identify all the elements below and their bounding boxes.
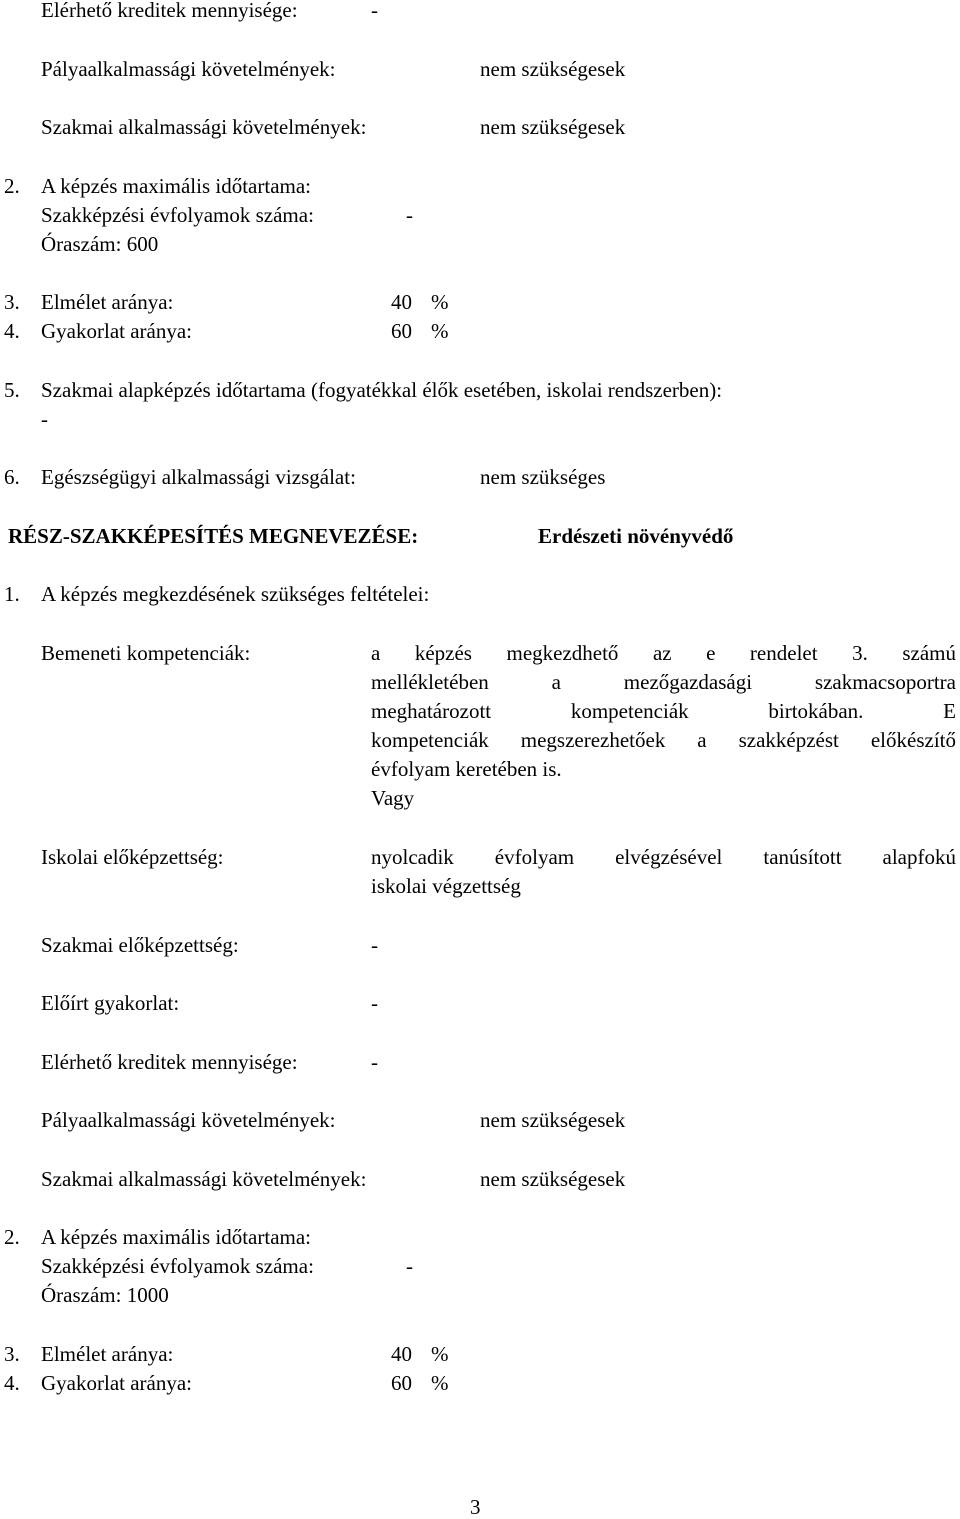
input-competencies-line: kompetenciák megszerezhetőek a szakképzést előkészítő — [371, 728, 956, 752]
prerequisites-label: A képzés megkezdésének szükséges feltételei: — [41, 582, 430, 606]
basic-training-label: Szakmai alapképzés időtartama (fogyatékkal élők esetében, iskolai rendszerben): — [41, 378, 723, 402]
theory-label: Elmélet aránya: — [41, 1342, 174, 1366]
health-check-value: nem szükséges — [480, 465, 606, 489]
required-practice-value: - — [371, 991, 378, 1015]
theory-unit: % — [431, 290, 449, 314]
credits-value: - — [371, 1050, 378, 1074]
credits-label: Elérhető kreditek mennyisége: — [41, 0, 298, 22]
years-label: Szakképzési évfolyamok száma: — [41, 203, 314, 227]
professional-requirements-label: Szakmai alkalmassági követelmények: — [41, 1167, 367, 1191]
prerequisites-number: 1. — [4, 582, 20, 606]
qualification-heading-value: Erdészeti növényvédő — [538, 524, 734, 548]
professional-preeducation-label: Szakmai előképzettség: — [41, 933, 239, 957]
hours-text: Óraszám: 600 — [41, 232, 159, 256]
or-text: Vagy — [371, 786, 415, 810]
input-competencies-line: meghatározott kompetenciák birtokában. E — [371, 699, 956, 723]
health-check-number: 6. — [4, 465, 20, 489]
max-duration-label: A képzés maximális időtartama: — [41, 174, 312, 198]
input-competencies-line: a képzés megkezdhető az e rendelet 3. számú — [371, 641, 956, 665]
basic-training-value: - — [41, 407, 48, 431]
professional-requirements-value: nem szükségesek — [480, 1167, 626, 1191]
theory-value: 40 — [391, 1342, 412, 1366]
practice-label: Gyakorlat aránya: — [41, 319, 193, 343]
theory-number: 3. — [4, 1342, 20, 1366]
required-practice-label: Előírt gyakorlat: — [41, 991, 180, 1015]
career-requirements-label: Pályaalkalmassági követelmények: — [41, 57, 336, 81]
school-education-label: Iskolai előképzettség: — [41, 845, 224, 869]
practice-label: Gyakorlat aránya: — [41, 1371, 193, 1395]
school-education-text — [371, 847, 956, 905]
school-education-line: iskolai végzettség — [371, 874, 521, 898]
page-number: 3 — [470, 1495, 481, 1519]
career-requirements-value: nem szükségesek — [480, 57, 626, 81]
years-value: - — [406, 1254, 413, 1278]
health-check-label: Egészségügyi alkalmassági vizsgálat: — [41, 465, 356, 489]
professional-requirements-value: nem szükségesek — [480, 115, 626, 139]
practice-value: 60 — [391, 319, 412, 343]
years-label: Szakképzési évfolyamok száma: — [41, 1254, 314, 1278]
hours-text: Óraszám: 1000 — [41, 1283, 169, 1307]
input-competencies-label: Bemeneti kompetenciák: — [41, 641, 251, 665]
professional-requirements-label: Szakmai alkalmassági követelmények: — [41, 115, 367, 139]
input-competencies-line: évfolyam keretében is. — [371, 757, 562, 781]
practice-value: 60 — [391, 1371, 412, 1395]
basic-training-number: 5. — [4, 378, 20, 402]
qualification-heading-label: RÉSZ-SZAKKÉPESÍTÉS MEGNEVEZÉSE: — [8, 524, 419, 548]
max-duration-label: A képzés maximális időtartama: — [41, 1225, 312, 1249]
practice-number: 4. — [4, 319, 20, 343]
years-value: - — [406, 203, 413, 227]
practice-unit: % — [431, 1371, 449, 1395]
theory-value: 40 — [391, 290, 412, 314]
school-education-line: nyolcadik évfolyam elvégzésével tanúsított alapfokú — [371, 845, 956, 869]
practice-number: 4. — [4, 1371, 20, 1395]
theory-label: Elmélet aránya: — [41, 290, 174, 314]
credits-value: - — [371, 0, 378, 22]
max-duration-number: 2. — [4, 1225, 20, 1249]
professional-preeducation-value: - — [371, 933, 378, 957]
credits-label: Elérhető kreditek mennyisége: — [41, 1050, 298, 1074]
input-competencies-line: mellékletében a mezőgazdasági szakmacsoportra — [371, 670, 956, 694]
theory-unit: % — [431, 1342, 449, 1366]
career-requirements-value: nem szükségesek — [480, 1108, 626, 1132]
career-requirements-label: Pályaalkalmassági követelmények: — [41, 1108, 336, 1132]
max-duration-number: 2. — [4, 174, 20, 198]
practice-unit: % — [431, 319, 449, 343]
theory-number: 3. — [4, 290, 20, 314]
input-competencies-text — [371, 643, 956, 788]
